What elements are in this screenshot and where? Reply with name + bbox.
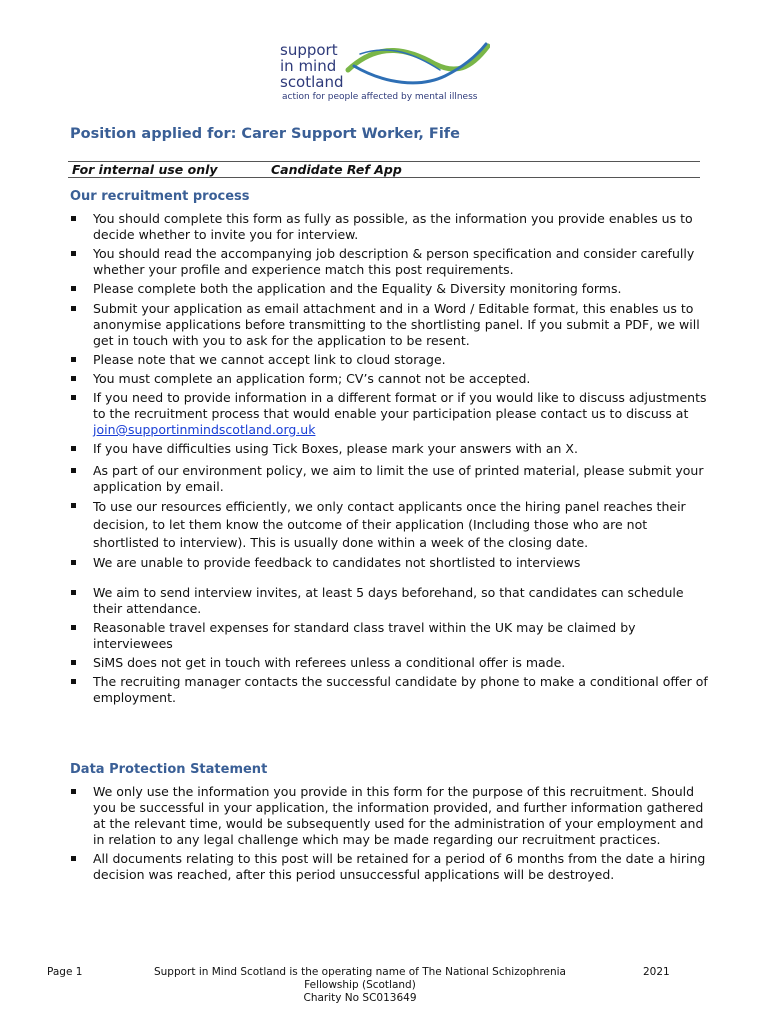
footer-line-3: Charity No SC013649 (303, 992, 417, 1004)
email-link[interactable]: join@supportinmindscotland.org.uk (93, 422, 316, 437)
list-item: SiMS does not get in touch with referees unless a conditional offer is made. (70, 655, 710, 671)
logo (280, 40, 495, 108)
logo-tagline: action for people affected by mental illness (282, 92, 478, 102)
footer-page-number: Page 1 (47, 966, 83, 978)
adjustments-text: If you need to provide information in a different format or if you would like to discuss adjustments to the recruitment process that would enable your participation please contact us to discuss at (93, 390, 707, 421)
footer-line-1: Support in Mind Scotland is the operating name of The National Schizophrenia (153, 966, 566, 978)
list-item: Please complete both the application and the Equality & Diversity monitoring forms. (70, 281, 710, 297)
recruitment-heading: Our recruitment process (70, 189, 250, 204)
footer-line-2: Fellowship (Scotland) (304, 979, 416, 991)
list-item (70, 390, 710, 438)
footer-charity-info (120, 966, 600, 1005)
list-item: Please note that we cannot accept link to cloud storage. (70, 352, 710, 368)
candidate-ref-label: Candidate Ref App (271, 162, 402, 177)
list-item: All documents relating to this post will be retained for a period of 6 months from the date a hiring decision was reached, after this period unsuccessful applications will be destroyed. (70, 851, 710, 883)
list-item: You must complete an application form; CV’s cannot not be accepted. (70, 371, 710, 387)
list-item: You should read the accompanying job description & person specification and consider carefully whether your profile and experience match this post requirements. (70, 246, 710, 278)
data-protection-list (70, 784, 710, 886)
page-title: Position applied for: Carer Support Worker, Fife (70, 126, 460, 142)
logo-line-3: scotland (280, 73, 344, 91)
list-item: We aim to send interview invites, at least 5 days beforehand, so that candidates can schedule their attendance. (70, 585, 710, 617)
recruitment-list (70, 211, 710, 709)
list-item: The recruiting manager contacts the successful candidate by phone to make a conditional offer of employment. (70, 674, 710, 706)
list-item: As part of our environment policy, we aim to limit the use of printed material, please submit your application by email. (70, 463, 710, 495)
internal-use-label: For internal use only (72, 162, 218, 177)
list-item: You should complete this form as fully as possible, as the information you provide enables us to decide whether to invite you for interview. (70, 211, 710, 243)
list-item: We only use the information you provide in this form for the purpose of this recruitment. Should you be successful in your application, the information provided, and further information gathered at the relevant time, would be subsequently used for the administration of your employment and in relation to any legal challenge which may be made regarding our recruitment practices. (70, 784, 710, 848)
list-item: Reasonable travel expenses for standard class travel within the UK may be claimed by interviewees (70, 620, 710, 652)
list-item: To use our resources efficiently, we only contact applicants once the hiring panel reaches their decision, to let them know the outcome of their application (Including those who are not shortlisted to interview). This is usually done within a week of the closing date. (70, 498, 710, 552)
list-item: If you have difficulties using Tick Boxes, please mark your answers with an X. (70, 441, 710, 457)
list-item: Submit your application as email attachment and in a Word / Editable format, this enables us to anonymise applications before transmitting to the shortlisting panel. If you submit a PDF, we will get in touch with you to ask for the application to be resent. (70, 301, 710, 349)
list-item: We are unable to provide feedback to candidates not shortlisted to interviews (70, 555, 710, 571)
logo-swoosh-icon (340, 40, 490, 90)
logo-line-1: support (280, 41, 338, 59)
footer-year: 2021 (643, 966, 670, 978)
data-protection-heading: Data Protection Statement (70, 762, 268, 777)
internal-use-bar (68, 161, 700, 178)
logo-line-2: in mind (280, 57, 337, 75)
